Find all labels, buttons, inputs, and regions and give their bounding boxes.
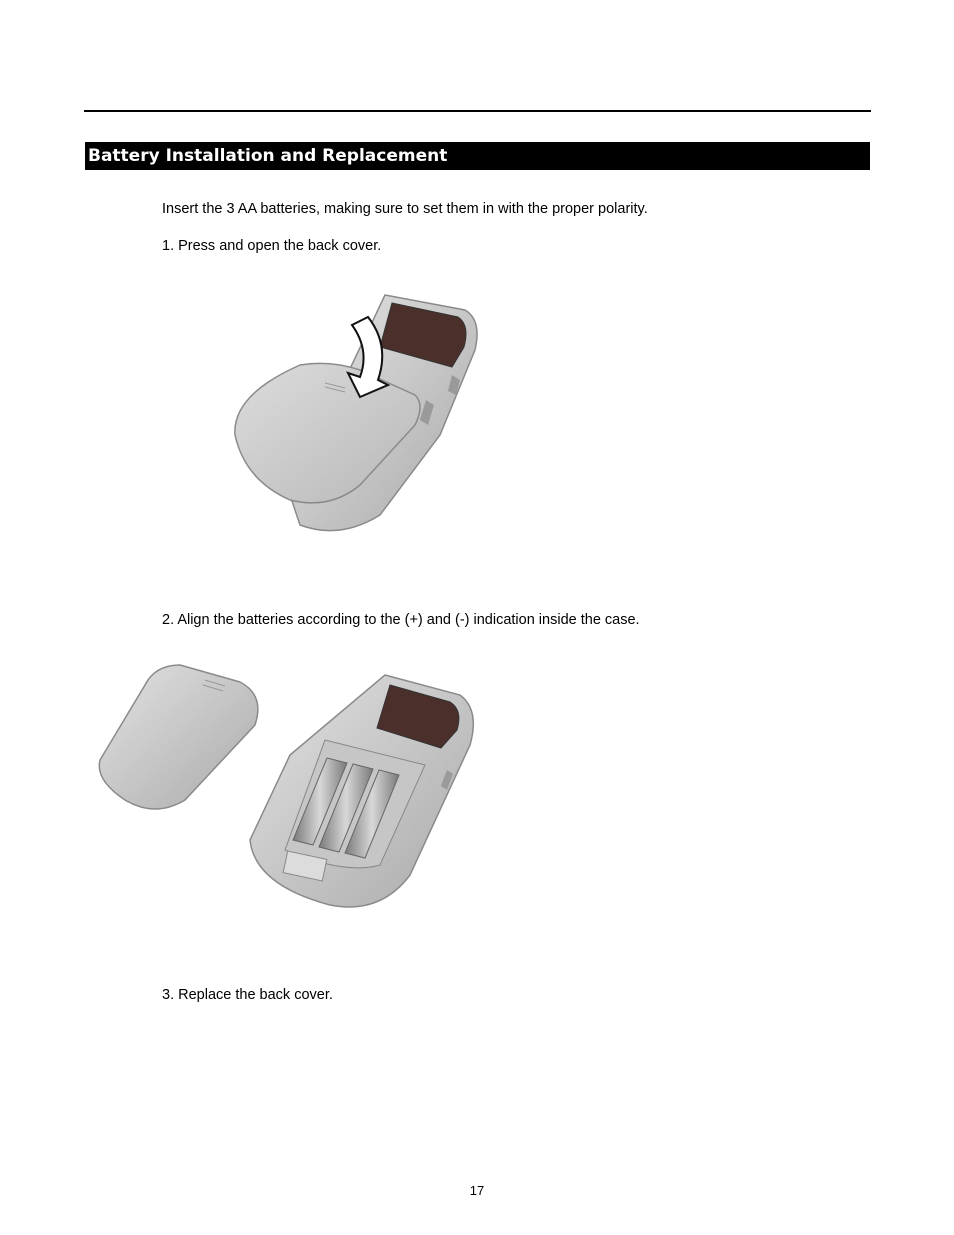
intro-text: Insert the 3 AA batteries, making sure to set them in with the proper polarity. (162, 201, 648, 217)
figure-open-cover (220, 285, 490, 545)
figure-align-batteries (95, 660, 485, 920)
back-cover-icon (99, 665, 258, 809)
section-heading: Battery Installation and Replacement (85, 142, 870, 170)
step-2-text: 2. Align the batteries according to the (+) and (-) indication inside the case. (162, 612, 640, 628)
page-number: 17 (469, 1183, 485, 1198)
header-rule (84, 110, 871, 112)
step-1-text: 1. Press and open the back cover. (162, 238, 382, 254)
step-3-text: 3. Replace the back cover. (162, 987, 333, 1003)
open-battery-compartment-icon (250, 675, 473, 907)
